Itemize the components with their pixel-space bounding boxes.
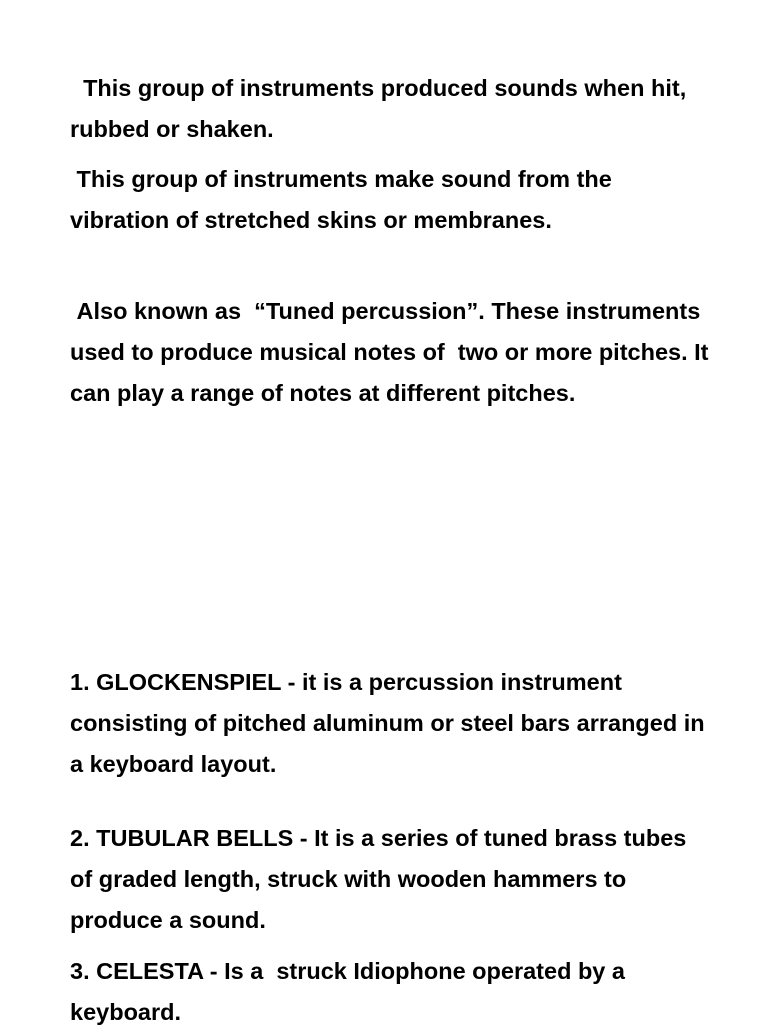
list-item-tubular-bells: 2. TUBULAR BELLS - It is a series of tuned brass tubes of graded length, struck with wooden hammers to produce a sound. — [70, 825, 693, 933]
paragraph-membranophones: This group of instruments make sound from the vibration of stretched skins or membranes. — [70, 166, 619, 233]
paragraph-tuned-percussion: Also known as “Tuned percussion”. These instruments used to produce musical notes of two or more pitches. It can play a range of notes at different pitches. — [70, 298, 716, 406]
paragraph-idiophones: This group of instruments produced sounds when hit, rubbed or shaken. — [70, 75, 693, 142]
list-item-celesta: 3. CELESTA - Is a struck Idiophone operated by a keyboard. — [70, 958, 632, 1025]
list-item-glockenspiel: 1. GLOCKENSPIEL - it is a percussion instrument consisting of pitched aluminum or steel bars arranged in a keyboard layout. — [70, 669, 712, 777]
